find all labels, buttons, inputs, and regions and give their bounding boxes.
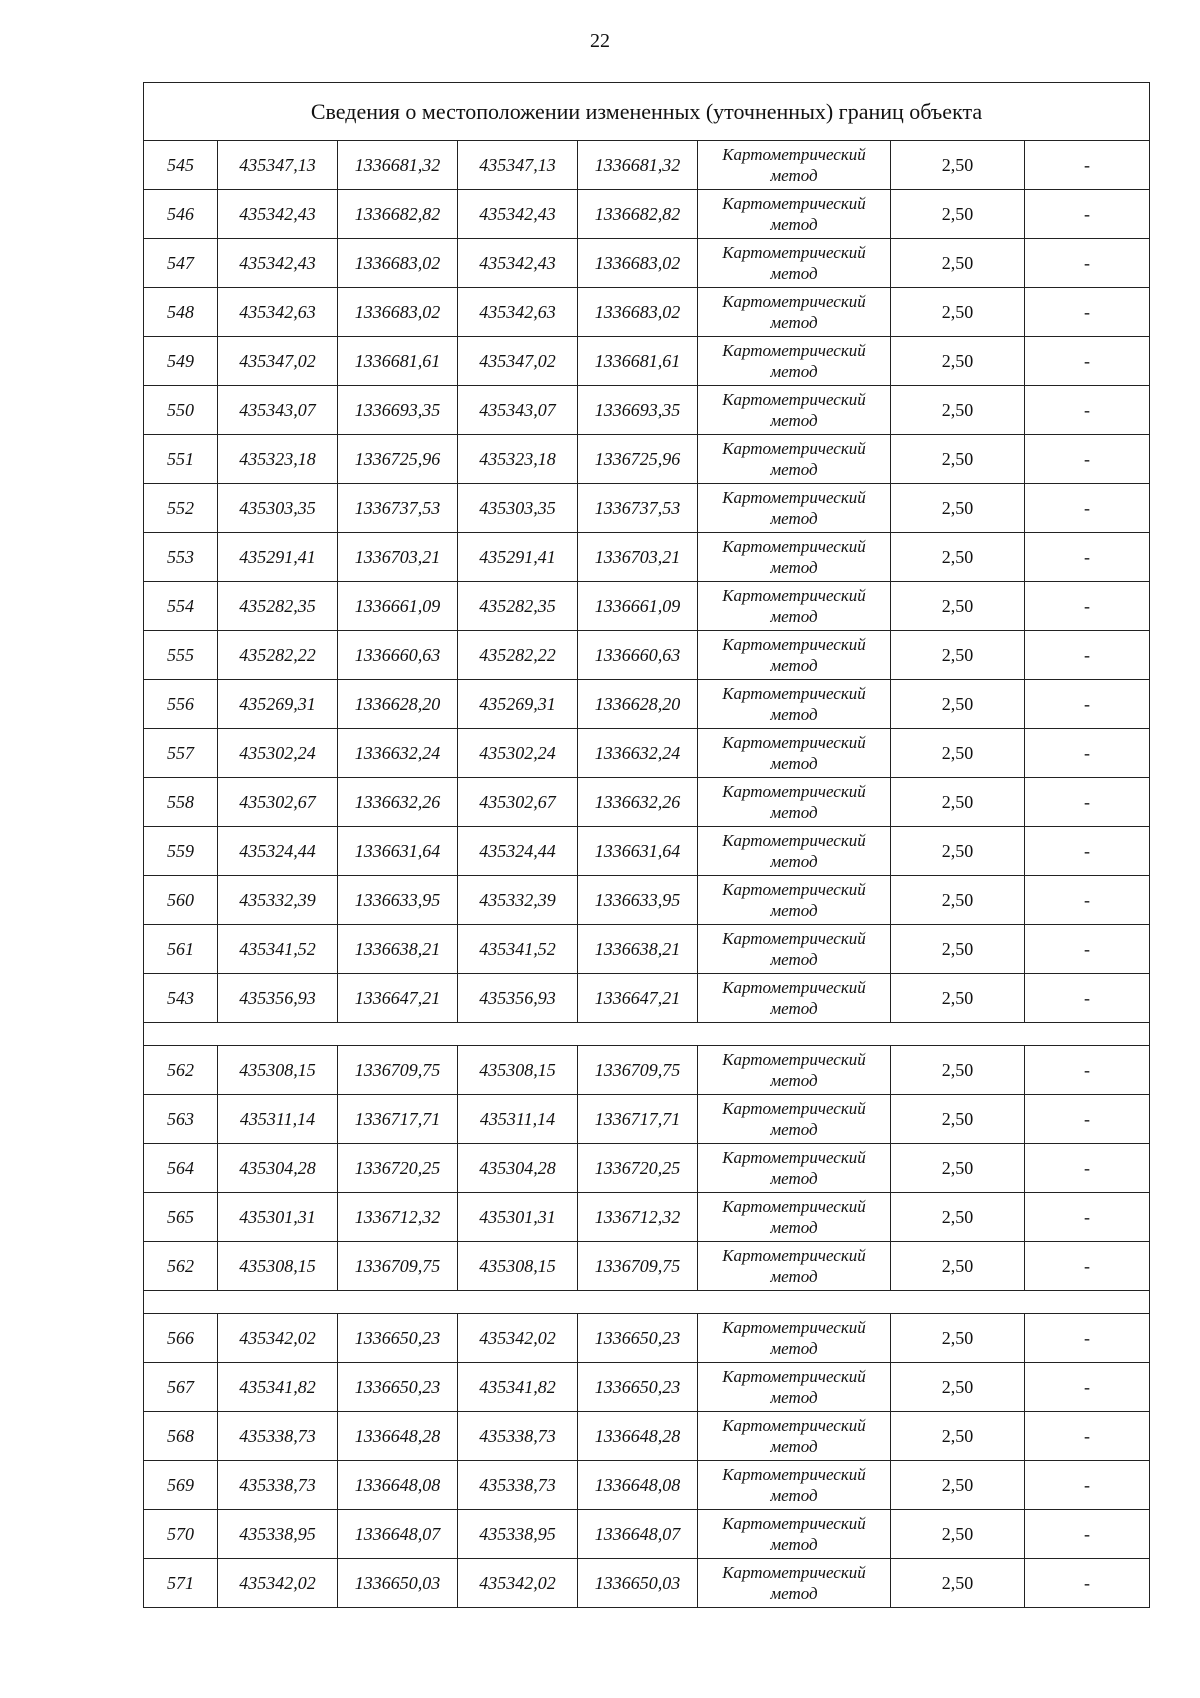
point-number-cell: 555 [144, 631, 218, 680]
old-y-cell: 1336648,07 [338, 1510, 458, 1559]
old-y-cell: 1336737,53 [338, 484, 458, 533]
table-row [144, 1461, 1150, 1510]
table-row [144, 484, 1150, 533]
new-x-cell: 435342,43 [458, 239, 578, 288]
old-y-cell: 1336633,95 [338, 876, 458, 925]
method-cell: Картометрический метод [698, 288, 891, 337]
new-y-cell: 1336631,64 [578, 827, 698, 876]
point-number-cell: 543 [144, 974, 218, 1023]
new-y-cell: 1336681,61 [578, 337, 698, 386]
old-y-cell: 1336681,61 [338, 337, 458, 386]
accuracy-cell: 2,50 [891, 1046, 1025, 1095]
note-cell: - [1025, 1144, 1150, 1193]
table-title: Сведения о местоположении измененных (уточненных) границ объекта [144, 83, 1150, 141]
table-row [144, 1510, 1150, 1559]
group-separator-cell [144, 1291, 1150, 1314]
new-x-cell: 435341,82 [458, 1363, 578, 1412]
new-y-cell: 1336720,25 [578, 1144, 698, 1193]
method-cell: Картометрический метод [698, 1461, 891, 1510]
old-y-cell: 1336628,20 [338, 680, 458, 729]
table-row [144, 876, 1150, 925]
accuracy-cell: 2,50 [891, 778, 1025, 827]
old-y-cell: 1336660,63 [338, 631, 458, 680]
note-cell: - [1025, 876, 1150, 925]
accuracy-cell: 2,50 [891, 680, 1025, 729]
note-cell: - [1025, 974, 1150, 1023]
new-x-cell: 435347,02 [458, 337, 578, 386]
point-number-cell: 553 [144, 533, 218, 582]
new-y-cell: 1336681,32 [578, 141, 698, 190]
table-row [144, 1412, 1150, 1461]
table-row [144, 1363, 1150, 1412]
note-cell: - [1025, 1363, 1150, 1412]
accuracy-cell: 2,50 [891, 1363, 1025, 1412]
accuracy-cell: 2,50 [891, 974, 1025, 1023]
new-y-cell: 1336632,24 [578, 729, 698, 778]
new-x-cell: 435347,13 [458, 141, 578, 190]
table-row [144, 680, 1150, 729]
note-cell: - [1025, 729, 1150, 778]
accuracy-cell: 2,50 [891, 337, 1025, 386]
accuracy-cell: 2,50 [891, 1193, 1025, 1242]
note-cell: - [1025, 1046, 1150, 1095]
accuracy-cell: 2,50 [891, 239, 1025, 288]
point-number-cell: 547 [144, 239, 218, 288]
note-cell: - [1025, 337, 1150, 386]
old-y-cell: 1336717,71 [338, 1095, 458, 1144]
accuracy-cell: 2,50 [891, 631, 1025, 680]
table-row [144, 190, 1150, 239]
method-cell: Картометрический метод [698, 435, 891, 484]
point-number-cell: 562 [144, 1242, 218, 1291]
method-cell: Картометрический метод [698, 1046, 891, 1095]
old-y-cell: 1336650,23 [338, 1363, 458, 1412]
point-number-cell: 546 [144, 190, 218, 239]
table-row [144, 386, 1150, 435]
new-x-cell: 435356,93 [458, 974, 578, 1023]
old-x-cell: 435311,14 [218, 1095, 338, 1144]
point-number-cell: 549 [144, 337, 218, 386]
method-cell: Картометрический метод [698, 484, 891, 533]
point-number-cell: 560 [144, 876, 218, 925]
point-number-cell: 558 [144, 778, 218, 827]
method-cell: Картометрический метод [698, 925, 891, 974]
new-y-cell: 1336661,09 [578, 582, 698, 631]
new-x-cell: 435302,24 [458, 729, 578, 778]
note-cell: - [1025, 680, 1150, 729]
note-cell: - [1025, 1095, 1150, 1144]
old-x-cell: 435343,07 [218, 386, 338, 435]
new-x-cell: 435342,63 [458, 288, 578, 337]
new-x-cell: 435303,35 [458, 484, 578, 533]
table-row [144, 1144, 1150, 1193]
note-cell: - [1025, 435, 1150, 484]
method-cell: Картометрический метод [698, 190, 891, 239]
method-cell: Картометрический метод [698, 1510, 891, 1559]
note-cell: - [1025, 239, 1150, 288]
old-x-cell: 435338,73 [218, 1412, 338, 1461]
old-y-cell: 1336650,23 [338, 1314, 458, 1363]
table-row [144, 1559, 1150, 1608]
accuracy-cell: 2,50 [891, 190, 1025, 239]
method-cell: Картометрический метод [698, 533, 891, 582]
table-row [144, 1095, 1150, 1144]
table-row [144, 582, 1150, 631]
table-row [144, 827, 1150, 876]
new-x-cell: 435338,73 [458, 1461, 578, 1510]
method-cell: Картометрический метод [698, 631, 891, 680]
group-separator-row [144, 1023, 1150, 1046]
note-cell: - [1025, 1314, 1150, 1363]
new-x-cell: 435342,02 [458, 1314, 578, 1363]
old-y-cell: 1336647,21 [338, 974, 458, 1023]
old-y-cell: 1336632,24 [338, 729, 458, 778]
new-y-cell: 1336683,02 [578, 288, 698, 337]
table-row [144, 1314, 1150, 1363]
new-x-cell: 435341,52 [458, 925, 578, 974]
new-y-cell: 1336648,07 [578, 1510, 698, 1559]
old-y-cell: 1336709,75 [338, 1242, 458, 1291]
accuracy-cell: 2,50 [891, 1412, 1025, 1461]
new-y-cell: 1336648,08 [578, 1461, 698, 1510]
note-cell: - [1025, 1461, 1150, 1510]
boundary-coordinates-table [143, 82, 1150, 1608]
accuracy-cell: 2,50 [891, 484, 1025, 533]
method-cell: Картометрический метод [698, 1193, 891, 1242]
old-y-cell: 1336631,64 [338, 827, 458, 876]
new-x-cell: 435308,15 [458, 1046, 578, 1095]
accuracy-cell: 2,50 [891, 582, 1025, 631]
old-x-cell: 435341,82 [218, 1363, 338, 1412]
point-number-cell: 557 [144, 729, 218, 778]
old-x-cell: 435282,35 [218, 582, 338, 631]
method-cell: Картометрический метод [698, 974, 891, 1023]
method-cell: Картометрический метод [698, 337, 891, 386]
point-number-cell: 550 [144, 386, 218, 435]
old-x-cell: 435342,02 [218, 1314, 338, 1363]
method-cell: Картометрический метод [698, 386, 891, 435]
accuracy-cell: 2,50 [891, 288, 1025, 337]
method-cell: Картометрический метод [698, 729, 891, 778]
new-y-cell: 1336638,21 [578, 925, 698, 974]
group-separator-cell [144, 1023, 1150, 1046]
old-y-cell: 1336681,32 [338, 141, 458, 190]
method-cell: Картометрический метод [698, 680, 891, 729]
method-cell: Картометрический метод [698, 1144, 891, 1193]
method-cell: Картометрический метод [698, 141, 891, 190]
method-cell: Картометрический метод [698, 1242, 891, 1291]
new-y-cell: 1336717,71 [578, 1095, 698, 1144]
old-y-cell: 1336661,09 [338, 582, 458, 631]
accuracy-cell: 2,50 [891, 729, 1025, 778]
new-y-cell: 1336693,35 [578, 386, 698, 435]
table-row [144, 533, 1150, 582]
group-separator-row [144, 1291, 1150, 1314]
point-number-cell: 569 [144, 1461, 218, 1510]
new-y-cell: 1336725,96 [578, 435, 698, 484]
note-cell: - [1025, 141, 1150, 190]
accuracy-cell: 2,50 [891, 1559, 1025, 1608]
old-y-cell: 1336638,21 [338, 925, 458, 974]
old-y-cell: 1336682,82 [338, 190, 458, 239]
note-cell: - [1025, 190, 1150, 239]
new-x-cell: 435323,18 [458, 435, 578, 484]
old-y-cell: 1336709,75 [338, 1046, 458, 1095]
new-x-cell: 435301,31 [458, 1193, 578, 1242]
method-cell: Картометрический метод [698, 1314, 891, 1363]
table-row [144, 778, 1150, 827]
new-x-cell: 435282,35 [458, 582, 578, 631]
point-number-cell: 564 [144, 1144, 218, 1193]
note-cell: - [1025, 484, 1150, 533]
new-x-cell: 435338,73 [458, 1412, 578, 1461]
new-y-cell: 1336737,53 [578, 484, 698, 533]
method-cell: Картометрический метод [698, 582, 891, 631]
new-y-cell: 1336683,02 [578, 239, 698, 288]
old-y-cell: 1336648,08 [338, 1461, 458, 1510]
point-number-cell: 554 [144, 582, 218, 631]
new-y-cell: 1336703,21 [578, 533, 698, 582]
note-cell: - [1025, 1510, 1150, 1559]
table-row [144, 1046, 1150, 1095]
accuracy-cell: 2,50 [891, 386, 1025, 435]
note-cell: - [1025, 288, 1150, 337]
old-y-cell: 1336648,28 [338, 1412, 458, 1461]
point-number-cell: 571 [144, 1559, 218, 1608]
old-x-cell: 435303,35 [218, 484, 338, 533]
old-x-cell: 435347,02 [218, 337, 338, 386]
page-number: 22 [590, 30, 610, 52]
method-cell: Картометрический метод [698, 239, 891, 288]
new-x-cell: 435311,14 [458, 1095, 578, 1144]
method-cell: Картометрический метод [698, 1095, 891, 1144]
point-number-cell: 551 [144, 435, 218, 484]
table-row [144, 141, 1150, 190]
note-cell: - [1025, 386, 1150, 435]
accuracy-cell: 2,50 [891, 1095, 1025, 1144]
method-cell: Картометрический метод [698, 876, 891, 925]
old-y-cell: 1336693,35 [338, 386, 458, 435]
accuracy-cell: 2,50 [891, 876, 1025, 925]
old-y-cell: 1336720,25 [338, 1144, 458, 1193]
old-x-cell: 435324,44 [218, 827, 338, 876]
new-x-cell: 435269,31 [458, 680, 578, 729]
point-number-cell: 562 [144, 1046, 218, 1095]
table-row [144, 729, 1150, 778]
new-y-cell: 1336633,95 [578, 876, 698, 925]
old-x-cell: 435338,95 [218, 1510, 338, 1559]
point-number-cell: 552 [144, 484, 218, 533]
old-x-cell: 435269,31 [218, 680, 338, 729]
old-y-cell: 1336683,02 [338, 288, 458, 337]
table-row [144, 925, 1150, 974]
table-row [144, 239, 1150, 288]
table-body [144, 141, 1150, 1608]
note-cell: - [1025, 1242, 1150, 1291]
new-x-cell: 435332,39 [458, 876, 578, 925]
new-x-cell: 435308,15 [458, 1242, 578, 1291]
new-y-cell: 1336650,23 [578, 1363, 698, 1412]
point-number-cell: 548 [144, 288, 218, 337]
note-cell: - [1025, 778, 1150, 827]
old-x-cell: 435347,13 [218, 141, 338, 190]
old-x-cell: 435342,43 [218, 239, 338, 288]
accuracy-cell: 2,50 [891, 1314, 1025, 1363]
old-x-cell: 435338,73 [218, 1461, 338, 1510]
accuracy-cell: 2,50 [891, 1461, 1025, 1510]
new-x-cell: 435342,43 [458, 190, 578, 239]
table-row [144, 288, 1150, 337]
method-cell: Картометрический метод [698, 1412, 891, 1461]
old-x-cell: 435332,39 [218, 876, 338, 925]
accuracy-cell: 2,50 [891, 827, 1025, 876]
old-x-cell: 435304,28 [218, 1144, 338, 1193]
old-y-cell: 1336683,02 [338, 239, 458, 288]
accuracy-cell: 2,50 [891, 1144, 1025, 1193]
old-x-cell: 435308,15 [218, 1242, 338, 1291]
note-cell: - [1025, 533, 1150, 582]
note-cell: - [1025, 1412, 1150, 1461]
note-cell: - [1025, 827, 1150, 876]
accuracy-cell: 2,50 [891, 1242, 1025, 1291]
note-cell: - [1025, 631, 1150, 680]
new-x-cell: 435343,07 [458, 386, 578, 435]
accuracy-cell: 2,50 [891, 925, 1025, 974]
point-number-cell: 563 [144, 1095, 218, 1144]
new-y-cell: 1336712,32 [578, 1193, 698, 1242]
table-row [144, 1242, 1150, 1291]
old-x-cell: 435341,52 [218, 925, 338, 974]
new-y-cell: 1336647,21 [578, 974, 698, 1023]
note-cell: - [1025, 1559, 1150, 1608]
new-x-cell: 435342,02 [458, 1559, 578, 1608]
new-y-cell: 1336648,28 [578, 1412, 698, 1461]
new-x-cell: 435282,22 [458, 631, 578, 680]
note-cell: - [1025, 582, 1150, 631]
old-x-cell: 435301,31 [218, 1193, 338, 1242]
old-x-cell: 435342,02 [218, 1559, 338, 1608]
new-y-cell: 1336660,63 [578, 631, 698, 680]
old-x-cell: 435291,41 [218, 533, 338, 582]
point-number-cell: 567 [144, 1363, 218, 1412]
new-x-cell: 435324,44 [458, 827, 578, 876]
new-y-cell: 1336709,75 [578, 1242, 698, 1291]
point-number-cell: 570 [144, 1510, 218, 1559]
old-x-cell: 435356,93 [218, 974, 338, 1023]
old-x-cell: 435323,18 [218, 435, 338, 484]
table-row [144, 337, 1150, 386]
point-number-cell: 566 [144, 1314, 218, 1363]
new-y-cell: 1336628,20 [578, 680, 698, 729]
point-number-cell: 568 [144, 1412, 218, 1461]
new-x-cell: 435338,95 [458, 1510, 578, 1559]
old-x-cell: 435342,43 [218, 190, 338, 239]
method-cell: Картометрический метод [698, 778, 891, 827]
old-y-cell: 1336632,26 [338, 778, 458, 827]
table-row [144, 974, 1150, 1023]
method-cell: Картометрический метод [698, 1559, 891, 1608]
point-number-cell: 556 [144, 680, 218, 729]
accuracy-cell: 2,50 [891, 533, 1025, 582]
old-x-cell: 435302,67 [218, 778, 338, 827]
new-y-cell: 1336632,26 [578, 778, 698, 827]
accuracy-cell: 2,50 [891, 141, 1025, 190]
new-x-cell: 435302,67 [458, 778, 578, 827]
old-x-cell: 435302,24 [218, 729, 338, 778]
table-row [144, 631, 1150, 680]
table-row [144, 435, 1150, 484]
old-y-cell: 1336650,03 [338, 1559, 458, 1608]
note-cell: - [1025, 1193, 1150, 1242]
old-y-cell: 1336703,21 [338, 533, 458, 582]
new-y-cell: 1336650,03 [578, 1559, 698, 1608]
point-number-cell: 545 [144, 141, 218, 190]
note-cell: - [1025, 925, 1150, 974]
old-x-cell: 435342,63 [218, 288, 338, 337]
new-x-cell: 435304,28 [458, 1144, 578, 1193]
old-y-cell: 1336725,96 [338, 435, 458, 484]
new-y-cell: 1336650,23 [578, 1314, 698, 1363]
old-y-cell: 1336712,32 [338, 1193, 458, 1242]
point-number-cell: 561 [144, 925, 218, 974]
method-cell: Картометрический метод [698, 827, 891, 876]
old-x-cell: 435282,22 [218, 631, 338, 680]
point-number-cell: 559 [144, 827, 218, 876]
method-cell: Картометрический метод [698, 1363, 891, 1412]
old-x-cell: 435308,15 [218, 1046, 338, 1095]
new-y-cell: 1336682,82 [578, 190, 698, 239]
accuracy-cell: 2,50 [891, 435, 1025, 484]
point-number-cell: 565 [144, 1193, 218, 1242]
new-x-cell: 435291,41 [458, 533, 578, 582]
new-y-cell: 1336709,75 [578, 1046, 698, 1095]
accuracy-cell: 2,50 [891, 1510, 1025, 1559]
table-row [144, 1193, 1150, 1242]
